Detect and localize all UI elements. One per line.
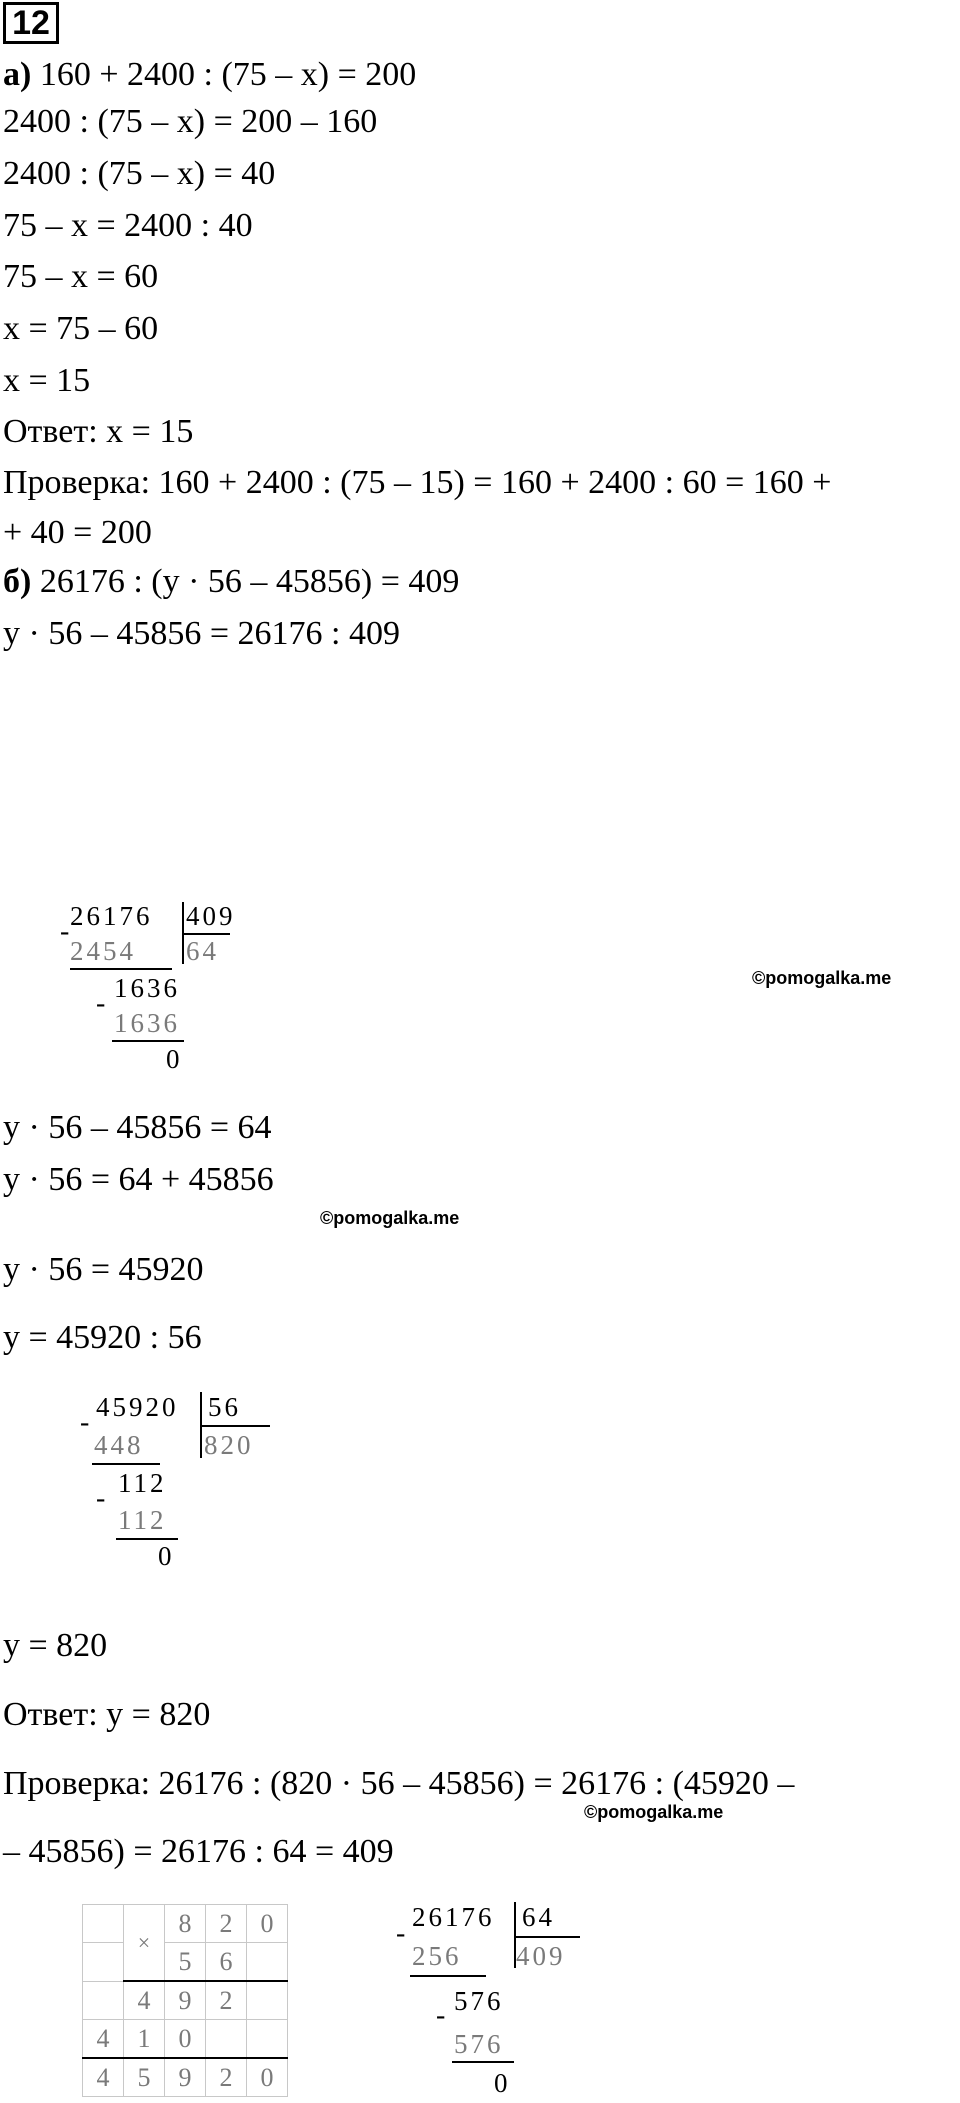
equation-line: 2400 : (75 – x) = 200 – 160	[3, 103, 378, 140]
multiplication-grid	[82, 1904, 288, 2097]
answer-line: Ответ: x = 15	[3, 413, 194, 450]
multiply-sign: ×	[124, 1905, 165, 1982]
check-line: + 40 = 200	[3, 514, 152, 551]
equation-line: y · 56 = 45920	[3, 1251, 204, 1288]
minus-sign: -	[96, 988, 106, 1019]
grid-cell	[83, 1905, 124, 1943]
divisor-underline	[514, 1936, 580, 1938]
equation-line: 75 – x = 60	[3, 258, 159, 295]
remainder: 112	[118, 1468, 167, 1498]
subtraction-line	[92, 1463, 160, 1465]
grid-cell: 1	[124, 2020, 165, 2059]
divisor-underline	[200, 1425, 270, 1427]
grid-cell: 0	[165, 2020, 206, 2059]
minus-sign: -	[396, 1918, 406, 1949]
equation-line: 2400 : (75 – x) = 40	[3, 155, 276, 192]
equation-line	[3, 55, 416, 95]
grid-cell: 4	[83, 2058, 124, 2097]
minus-sign: -	[80, 1407, 90, 1438]
remainder: 1636	[114, 973, 180, 1003]
grid-cell: 2	[206, 2058, 247, 2097]
watermark: ©pomogalka.me	[752, 968, 892, 988]
equation-line: y · 56 – 45856 = 26176 : 409	[3, 615, 400, 652]
grid-cell	[83, 1981, 124, 2020]
subtrahend: 2454	[70, 936, 136, 966]
grid-cell: 0	[247, 2058, 288, 2097]
subtraction-line	[410, 1975, 486, 1977]
dividend: 45920	[96, 1392, 179, 1422]
equation-line: y · 56 – 45856 = 64	[3, 1109, 272, 1146]
subtrahend: 576	[454, 2029, 504, 2059]
task-number: 12	[3, 2, 59, 44]
equation-line: y = 820	[3, 1627, 108, 1664]
subtraction-line	[70, 968, 172, 970]
grid-cell	[247, 1981, 288, 2020]
divisor: 56	[208, 1392, 241, 1422]
equation-line: x = 75 – 60	[3, 310, 159, 347]
grid-cell	[206, 2020, 247, 2059]
subtrahend: 448	[94, 1430, 144, 1460]
minus-sign: -	[60, 916, 70, 947]
quotient: 64	[186, 936, 219, 966]
watermark: ©pomogalka.me	[320, 1208, 460, 1228]
grid-cell	[83, 1943, 124, 1982]
grid-cell: 2	[206, 1905, 247, 1943]
grid-cell: 5	[124, 2058, 165, 2097]
final-remainder: 0	[158, 1541, 175, 1571]
minus-sign: -	[96, 1483, 106, 1514]
grid-cell: 9	[165, 1981, 206, 2020]
answer-line: Ответ: y = 820	[3, 1696, 211, 1733]
minus-sign: -	[436, 2000, 446, 2031]
subtrahend: 1636	[114, 1008, 180, 1038]
subtraction-line	[116, 1538, 178, 1540]
subtrahend: 112	[118, 1505, 167, 1535]
subtrahend: 256	[412, 1941, 462, 1971]
equation-line: y · 56 = 64 + 45856	[3, 1161, 274, 1198]
check-line: Проверка: 160 + 2400 : (75 – 15) = 160 + 2400 : 60 = 160 +	[3, 464, 832, 501]
grid-cell: 8	[165, 1905, 206, 1943]
remainder: 576	[454, 1986, 504, 2016]
grid-cell	[247, 1943, 288, 1982]
grid-cell: 2	[206, 1981, 247, 2020]
dividend: 26176	[70, 901, 153, 931]
grid-cell: 6	[206, 1943, 247, 1982]
equation-line: 75 – x = 2400 : 40	[3, 207, 253, 244]
grid-cell: 0	[247, 1905, 288, 1943]
equation-text: 26176 : (y · 56 – 45856) = 409	[39, 563, 460, 600]
equation-text: 160 + 2400 : (75 – x) = 200	[39, 56, 417, 93]
grid-cell: 4	[124, 1981, 165, 2020]
grid-cell: 9	[165, 2058, 206, 2097]
watermark: ©pomogalka.me	[584, 1802, 724, 1822]
divisor: 64	[522, 1902, 555, 1932]
divisor: 409	[186, 901, 236, 931]
quotient: 409	[516, 1941, 566, 1971]
quotient: 820	[204, 1430, 254, 1460]
equation-line: y = 45920 : 56	[3, 1319, 202, 1356]
divisor-underline	[183, 933, 230, 935]
subtraction-line	[112, 1040, 184, 1042]
part-b-label: б)	[3, 563, 32, 600]
equation-line	[3, 562, 459, 602]
check-line: – 45856) = 26176 : 64 = 409	[3, 1833, 394, 1870]
final-remainder: 0	[166, 1044, 183, 1074]
dividend: 26176	[412, 1902, 495, 1932]
grid-cell: 4	[83, 2020, 124, 2059]
grid-cell: 5	[165, 1943, 206, 1982]
part-a-label: а)	[3, 56, 32, 93]
subtraction-line	[452, 2061, 514, 2063]
equation-line: x = 15	[3, 362, 91, 399]
check-line: Проверка: 26176 : (820 · 56 – 45856) = 26176 : (45920 –	[3, 1765, 795, 1802]
final-remainder: 0	[494, 2068, 511, 2098]
grid-cell	[247, 2020, 288, 2059]
